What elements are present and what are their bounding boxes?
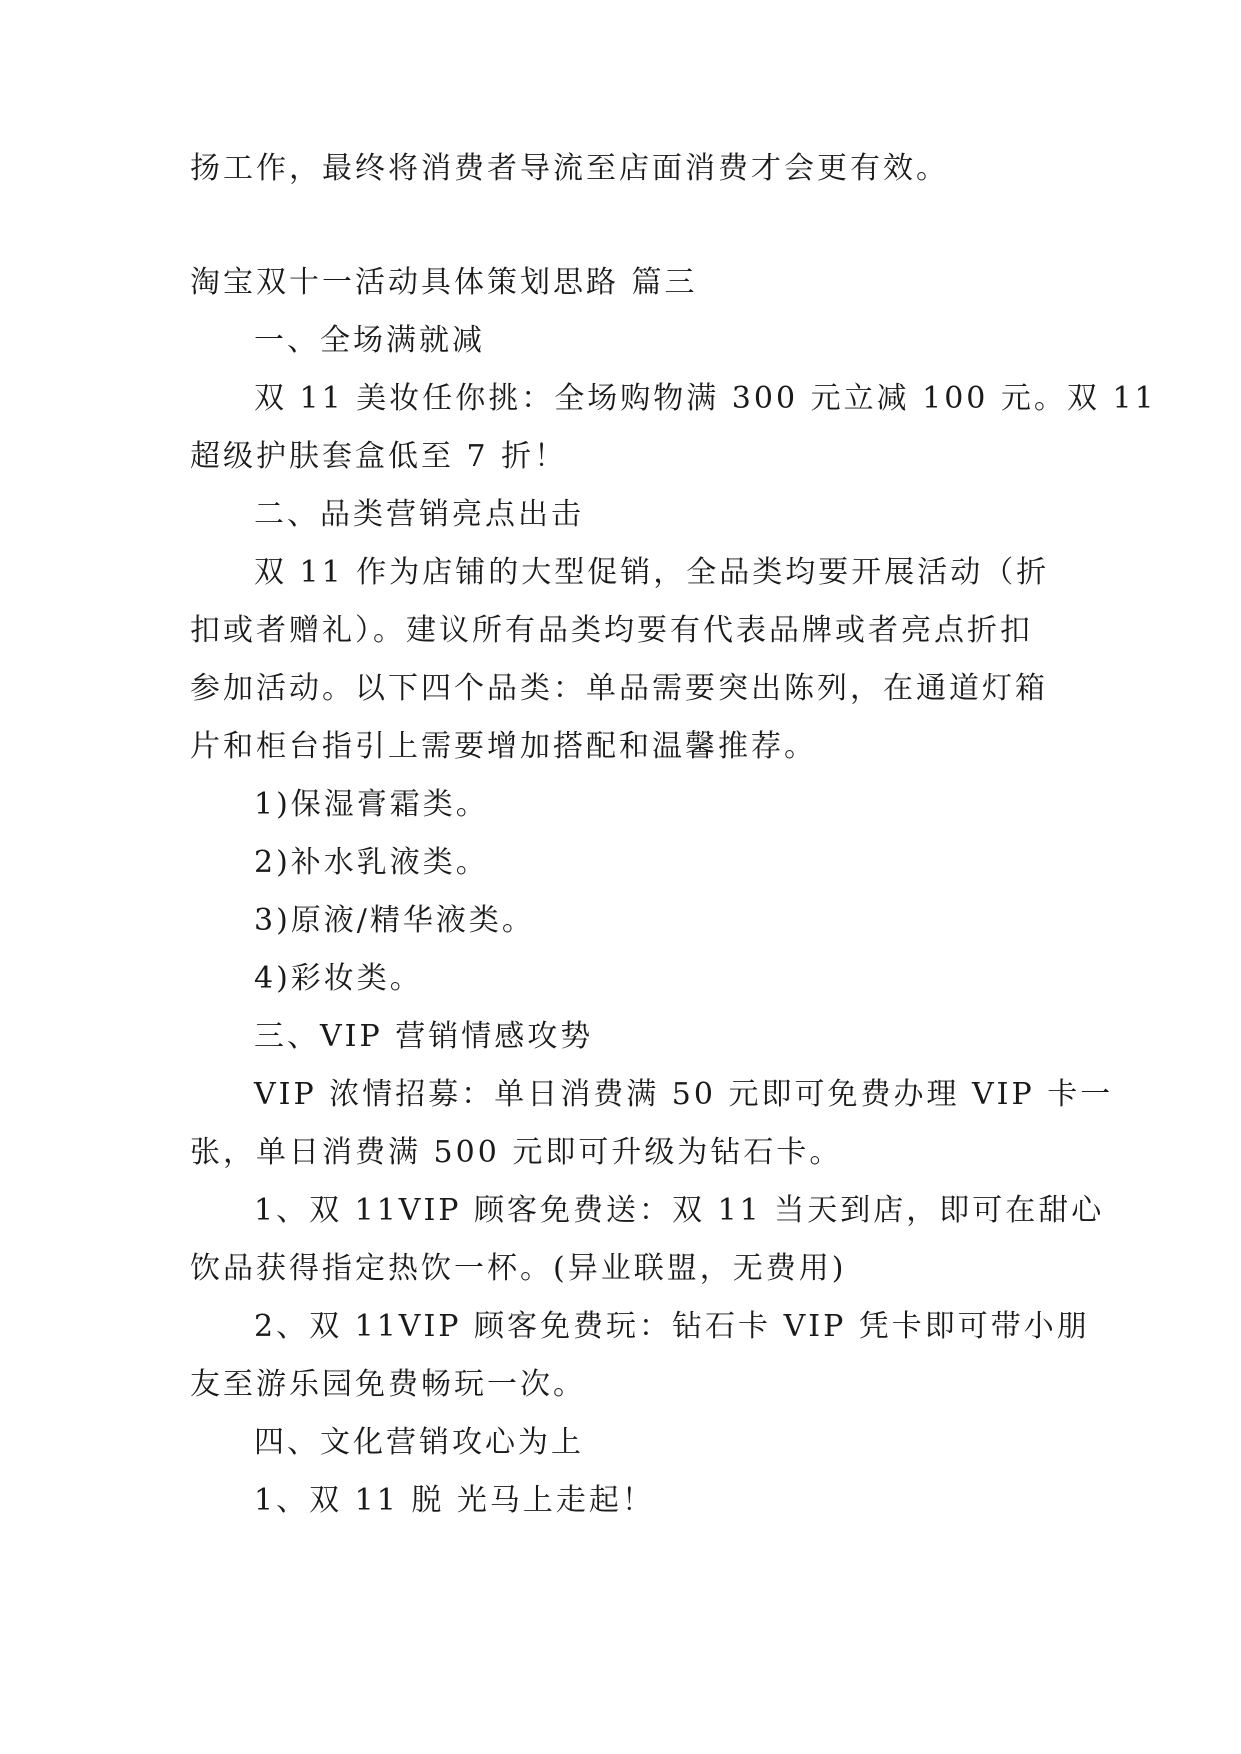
heading-2: 二、品类营销亮点出击 (254, 497, 584, 532)
paragraph-line: 1、双 11 脱 光马上走起！ (254, 1483, 655, 1518)
paragraph-line: 饮品获得指定热饮一杯。(异业联盟，无费用) (190, 1251, 847, 1286)
paragraph-line: 友至游乐园免费畅玩一次。 (190, 1367, 586, 1402)
heading-3: 三、VIP 营销情感攻势 (254, 1019, 594, 1054)
paragraph-continuation: 扬工作，最终将消费者导流至店面消费才会更有效。 (190, 151, 949, 186)
paragraph-line: VIP 浓情招募：单日消费满 50 元即可免费办理 VIP 卡一 (254, 1077, 1114, 1112)
list-item: 2)补水乳液类。 (254, 845, 489, 880)
paragraph-line: 扣或者赠礼）。建议所有品类均要有代表品牌或者亮点折扣 (190, 613, 1033, 648)
paragraph-line: 参加活动。以下四个品类：单品需要突出陈列，在通道灯箱 (190, 671, 1048, 706)
paragraph-line: 1、双 11VIP 顾客免费送：双 11 当天到店，即可在甜心 (254, 1193, 1105, 1228)
paragraph-line: 双 11 作为店铺的大型促销，全品类均要开展活动（折 (254, 555, 1050, 590)
paragraph-line: 2、双 11VIP 顾客免费玩：钻石卡 VIP 凭卡即可带小朋 (254, 1309, 1090, 1344)
list-item: 4)彩妆类。 (254, 961, 423, 996)
paragraph-line: 张，单日消费满 500 元即可升级为钻石卡。 (190, 1135, 843, 1170)
document-page (190, 140, 1157, 1530)
paragraph-line: 超级护肤套盒低至 7 折！ (190, 439, 568, 474)
heading-1: 一、全场满就减 (254, 323, 485, 358)
heading-4: 四、文化营销攻心为上 (254, 1425, 584, 1460)
list-item: 1)保湿膏霜类。 (254, 787, 489, 822)
section-title: 淘宝双十一活动具体策划思路 篇三 (190, 265, 698, 300)
list-item: 3)原液/精华液类。 (254, 903, 535, 938)
paragraph-line: 片和柜台指引上需要增加搭配和温馨推荐。 (190, 729, 817, 764)
paragraph-line: 双 11 美妆任你挑：全场购物满 300 元立减 100 元。双 11 (254, 381, 1157, 416)
